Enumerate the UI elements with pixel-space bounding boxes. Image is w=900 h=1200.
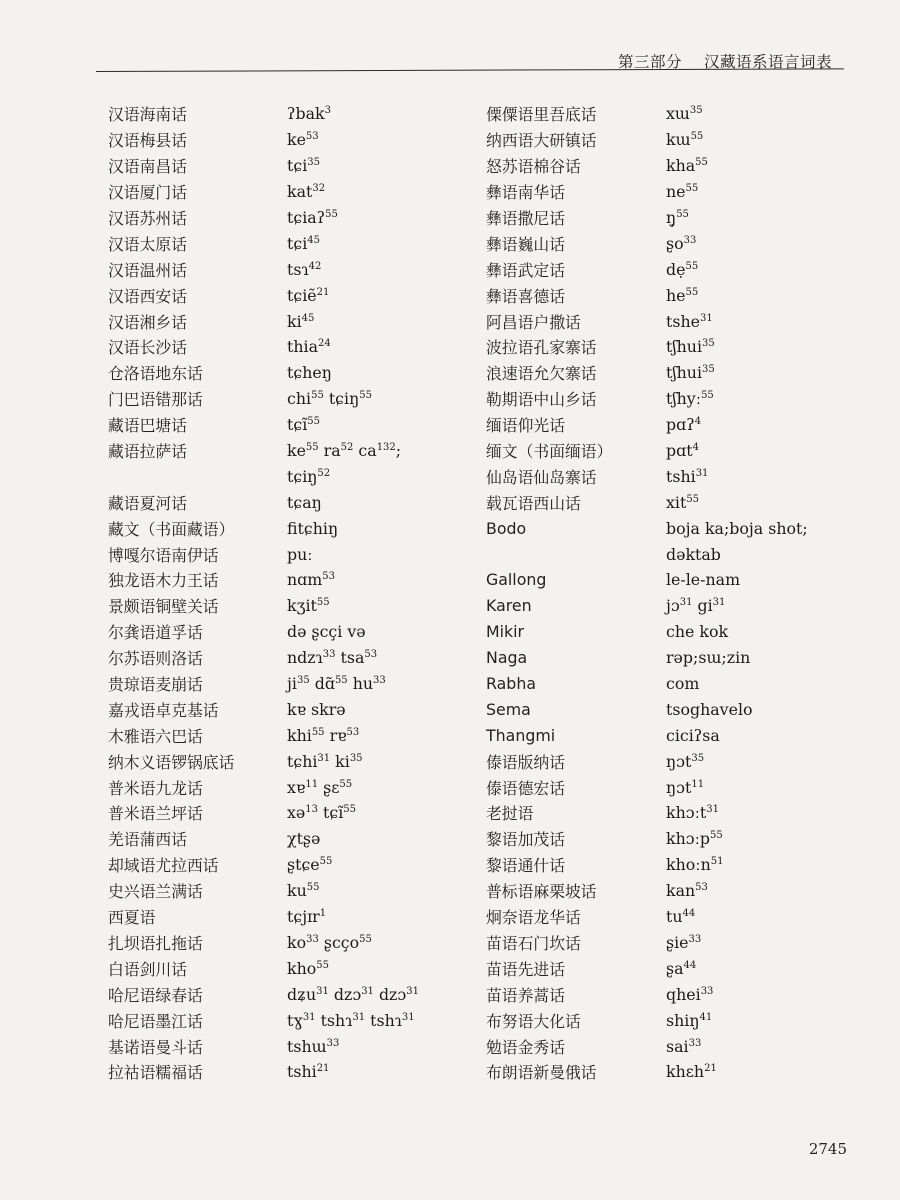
language-name: 黎语加茂话 [486,830,565,850]
entry-row [486,282,886,308]
language-name: 缅文（书面缅语） [486,442,613,462]
entry-row [108,1059,448,1085]
entry-row [486,722,886,748]
language-name: 浪速语允欠寨话 [486,364,597,384]
language-name: 黎语通什话 [486,856,565,876]
word-form: ŋɔt$^{11}$ [666,777,705,797]
entry-row [108,567,448,593]
word-form: ʂa$^{44}$ [666,958,697,978]
entry-row [108,515,448,541]
word-form: ŋɔt$^{35}$ [666,751,705,771]
word-form: xɯ$^{35}$ [666,104,703,124]
language-name: 汉语长沙话 [108,338,187,358]
entry-row [108,800,448,826]
word-form: $ko^{33}$ ʂcço$^{55}$ [287,932,372,952]
word-form: tɕhi$^{31}$ $ki^{35}$ [287,751,363,771]
entry-row [108,696,448,722]
word-form: tshi$^{21}$ [287,1062,330,1082]
language-name: 汉语西安话 [108,286,187,306]
language-name: 彝语巍山话 [486,234,565,254]
entry-row [108,412,448,438]
entry-row [486,696,886,722]
word-form: rəp;sɯ;zin [666,648,751,668]
entry-row [108,981,448,1007]
language-name: Bodo [486,518,527,538]
word-form: tsoghavelo [666,699,753,719]
word-form: xɐ$^{11}$ ʂɛ$^{55}$ [287,777,353,797]
entry-row [486,463,886,489]
entry-row [486,671,886,697]
word-form: khɔːt$^{31}$ [666,803,719,823]
entry-row [486,179,886,205]
word-form: nɑm$^{53}$ [287,570,335,590]
language-name: 缅语仰光话 [486,416,565,436]
language-name: 史兴语兰满话 [108,882,203,902]
language-name: Thangmi [486,725,556,745]
word-form: $ku^{55}$ [287,881,320,901]
language-name: 普米语九龙话 [108,778,203,798]
entry-row [108,360,448,386]
entry-row [486,334,886,360]
entry-row [486,852,886,878]
language-name: 贵琼语麦崩话 [108,675,203,695]
entry-row [486,930,886,956]
word-form: kɐ skrə [287,699,346,719]
language-name: 汉语南昌话 [108,157,187,177]
entry-row [486,645,886,671]
word-form: khɔːp$^{55}$ [666,829,723,849]
language-name: 普标语麻栗坡话 [486,882,597,902]
word-form: chi$^{55}$ tɕiŋ$^{55}$ [287,389,372,409]
word-form: tshe$^{31}$ [666,311,713,331]
word-form: khi$^{55}$ rɐ$^{53}$ [287,725,360,745]
entry-row [486,774,886,800]
entry-row [486,748,886,774]
word-form: kat$^{32}$ [287,182,326,202]
entry-row [486,489,886,515]
entry-row [486,826,886,852]
language-name: 汉语厦门话 [108,183,187,203]
word-form: thia$^{24}$ [287,337,331,357]
entry-row [108,826,448,852]
word-form: puː [287,544,313,564]
entry-row [486,981,886,1007]
entry-row [108,101,448,127]
language-name: 羌语蒲西话 [108,830,187,850]
language-name: 勉语金秀话 [486,1037,565,1057]
word-form: $he^{55}$ [666,285,699,305]
word-form: ʂo$^{33}$ [666,233,697,253]
entry-row [486,101,886,127]
word-form: tɕi$^{35}$ [287,156,320,176]
language-name: 炯奈语龙华话 [486,908,581,928]
entry-row [108,619,448,645]
entry-row [486,308,886,334]
entry-row [108,930,448,956]
entry-row [486,619,886,645]
entry-row [108,463,448,489]
word-form: tɕiaʔ$^{55}$ [287,208,338,227]
entry-row [486,205,886,231]
language-name: 独龙语木力王话 [108,571,219,591]
word-form: fitɕhiŋ [287,518,339,538]
language-name: 仓洛语地东话 [108,364,203,384]
language-name: 傣语版纳话 [486,752,565,772]
entry-row [108,1007,448,1033]
word-form: dʑu$^{31}$ dzɔ$^{31}$ dzɔ$^{31}$ [287,984,419,1004]
entry-row [108,230,448,256]
entry-row [108,127,448,153]
entry-row [108,774,448,800]
word-form: $ke^{55}$ $ra^{52}$ $ca^{132}$; [287,441,402,461]
entry-row [108,438,448,464]
language-name: 仙岛语仙岛寨话 [486,467,597,487]
language-name: 汉语苏州话 [108,209,187,228]
language-name: 藏语巴塘话 [108,416,187,436]
language-name: 彝语撒尼话 [486,209,565,228]
language-name: 扎坝语扎拖话 [108,933,203,953]
word-form: tɕheŋ [287,363,332,383]
language-name: Gallong [486,570,547,590]
language-name: 尔龚语道孚话 [108,623,203,643]
right-column [486,101,886,1085]
word-form: shiŋ$^{41}$ [666,1010,713,1030]
word-form: dəktab [666,544,721,564]
word-form: tʃhui$^{35}$ [666,363,715,383]
entry-row [108,593,448,619]
language-name: 苗语养蒿话 [486,985,565,1005]
entry-row [108,1033,448,1059]
word-form: tshɯ$^{33}$ [287,1036,340,1056]
language-name: 景颇语铜壁关话 [108,597,219,617]
word-form: tʃhui$^{35}$ [666,337,715,357]
language-name: 白语剑川话 [108,959,187,979]
word-form: tʃhyː$^{55}$ [666,389,714,409]
word-form: tɕjɪr$^1$ [287,907,327,927]
language-name: 博嘎尔语南伊话 [108,545,219,565]
word-form: də ʂcçi və [287,622,366,642]
entry-row [486,1059,886,1085]
entry-row [486,1033,886,1059]
entry-row [486,955,886,981]
word-form: tɕi$^{45}$ [287,233,320,253]
word-form: khɛh$^{21}$ [666,1062,717,1082]
entry-row [108,153,448,179]
language-name: 傈僳语里吾底话 [486,105,597,125]
word-form: tɕaŋ [287,492,322,512]
page-number: 2745 [808,1140,847,1158]
entry-row [108,671,448,697]
word-form: tɣ$^{31}$ tshɿ$^{31}$ tshɿ$^{31}$ [287,1010,415,1030]
word-form: pɑʔ$^4$ [666,415,702,435]
language-name: 哈尼语墨江话 [108,1011,203,1031]
entry-row [486,256,886,282]
word-form: boja ka;boja shot; [666,518,808,538]
language-name: 彝语武定话 [486,260,565,280]
entry-row [486,593,886,619]
language-name: 西夏语 [108,908,156,928]
word-form: ciciʔsa [666,725,720,745]
language-name: 汉语海南话 [108,105,187,125]
word-form: qhei$^{33}$ [666,984,714,1004]
word-form: $tu^{44}$ [666,907,696,927]
language-name: 勒期语中山乡话 [486,390,597,410]
entry-row [486,904,886,930]
word-form: $ne^{55}$ [666,182,699,202]
language-name: 纳西语大研镇话 [486,131,597,151]
word-form: tɕiẽ$^{21}$ [287,285,330,305]
word-form: tshi$^{31}$ [666,466,709,486]
language-name: Karen [486,596,532,616]
word-form: ŋ̩$^{55}$ [666,208,689,227]
language-name: 嘉戎语卓克基话 [108,700,219,720]
language-name: 基诺语曼斗话 [108,1037,203,1057]
entry-row [108,645,448,671]
language-name: 阿昌语户撒话 [486,312,581,332]
entry-row [486,386,886,412]
language-name: 汉语梅县话 [108,131,187,151]
word-form: kha$^{55}$ [666,156,708,176]
language-name: 纳木义语锣锅底话 [108,752,235,772]
entry-row [108,334,448,360]
entry-row [108,955,448,981]
header-section: 第三部分 [617,53,682,71]
language-name: 汉语太原话 [108,234,187,254]
word-form: ndzɿ$^{33}$ tsa$^{53}$ [287,648,378,668]
language-name: 彝语南华话 [486,183,565,203]
entry-row [108,904,448,930]
word-form: ʂtɕe$^{55}$ [287,855,333,875]
word-form: pɑt$^4$ [666,441,699,461]
language-name: 尔苏语则洛话 [108,649,203,669]
language-name: 普米语兰坪话 [108,804,203,824]
word-form: jɔ$^{31}$ $gi^{31}$ [666,596,726,616]
language-name: 彝语喜德话 [486,286,565,306]
language-name: 门巴语错那话 [108,390,203,410]
language-name: 苗语石门坎话 [486,933,581,953]
word-form: tɕĩ$^{55}$ [287,415,320,435]
entry-row [108,541,448,567]
entry-row [486,515,886,541]
word-form: dẹ$^{55}$ [666,259,699,279]
language-name: 藏语拉萨话 [108,442,187,462]
entry-row [108,878,448,904]
language-name: 布朗语新曼俄话 [486,1063,597,1083]
entry-row [486,230,886,256]
word-form: $ji^{35}$ dɑ̃$^{55}$ $hu^{33}$ [287,674,386,694]
language-name: 哈尼语绿春话 [108,985,203,1005]
language-name: 藏文（书面藏语） [108,519,235,539]
language-name: 布努语大化话 [486,1011,581,1031]
entry-row [108,256,448,282]
entry-row [486,438,886,464]
entry-row [486,127,886,153]
entry-row [486,541,886,567]
word-form: tɕiŋ$^{52}$ [287,466,331,486]
entry-row [108,308,448,334]
word-form: le-le-nam [666,570,741,590]
language-name: 却域语尤拉西话 [108,856,219,876]
entry-row [486,878,886,904]
language-name: 傣语德宏话 [486,778,565,798]
language-name: 载瓦语西山话 [486,493,581,513]
language-name: 木雅语六巴话 [108,726,203,746]
word-form: che kok [666,622,729,642]
language-name: 波拉语孔家寨话 [486,338,597,358]
language-name: Naga [486,648,528,668]
language-name: 苗语先进话 [486,959,565,979]
word-form: χtʂə [287,829,321,849]
entry-row [108,386,448,412]
entry-row [486,360,886,386]
word-form: xit$^{55}$ [666,492,700,512]
entry-row [108,852,448,878]
language-name: Rabha [486,674,537,694]
entry-row [486,153,886,179]
word-form: sai$^{33}$ [666,1036,702,1056]
word-form: kɯ$^{55}$ [666,130,704,150]
language-name: 拉祜语糯福话 [108,1063,203,1083]
language-name: 汉语温州话 [108,260,187,280]
word-form: kan$^{53}$ [666,881,708,901]
word-form: kʒit$^{55}$ [287,596,330,616]
word-form: xə$^{13}$ tɕĩ$^{55}$ [287,803,357,823]
word-form: $ki^{45}$ [287,311,315,331]
entry-row [108,748,448,774]
word-form: ʔbak$^3$ [287,104,331,124]
word-form: tsɿ$^{42}$ [287,259,322,279]
entry-row [108,489,448,515]
entry-row [486,412,886,438]
entry-row [486,1007,886,1033]
word-form: com [666,674,700,694]
language-name: 怒苏语棉谷话 [486,157,581,177]
language-name: 藏语夏河话 [108,493,187,513]
word-form: kho$^{55}$ [287,958,329,978]
word-form: $ke^{53}$ [287,130,319,150]
language-name: 老挝语 [486,804,534,824]
entry-row [108,722,448,748]
entry-row [486,800,886,826]
word-form: khoːn$^{51}$ [666,855,724,875]
left-column [108,101,448,1085]
language-name: Mikir [486,622,525,642]
language-name: Sema [486,699,531,719]
word-form: ʂie$^{33}$ [666,932,702,952]
entry-row [108,205,448,231]
entry-row [108,282,448,308]
entry-row [486,567,886,593]
header-title: 汉藏语系语言词表 [703,53,832,71]
entry-row [108,179,448,205]
language-name: 汉语湘乡话 [108,312,187,332]
